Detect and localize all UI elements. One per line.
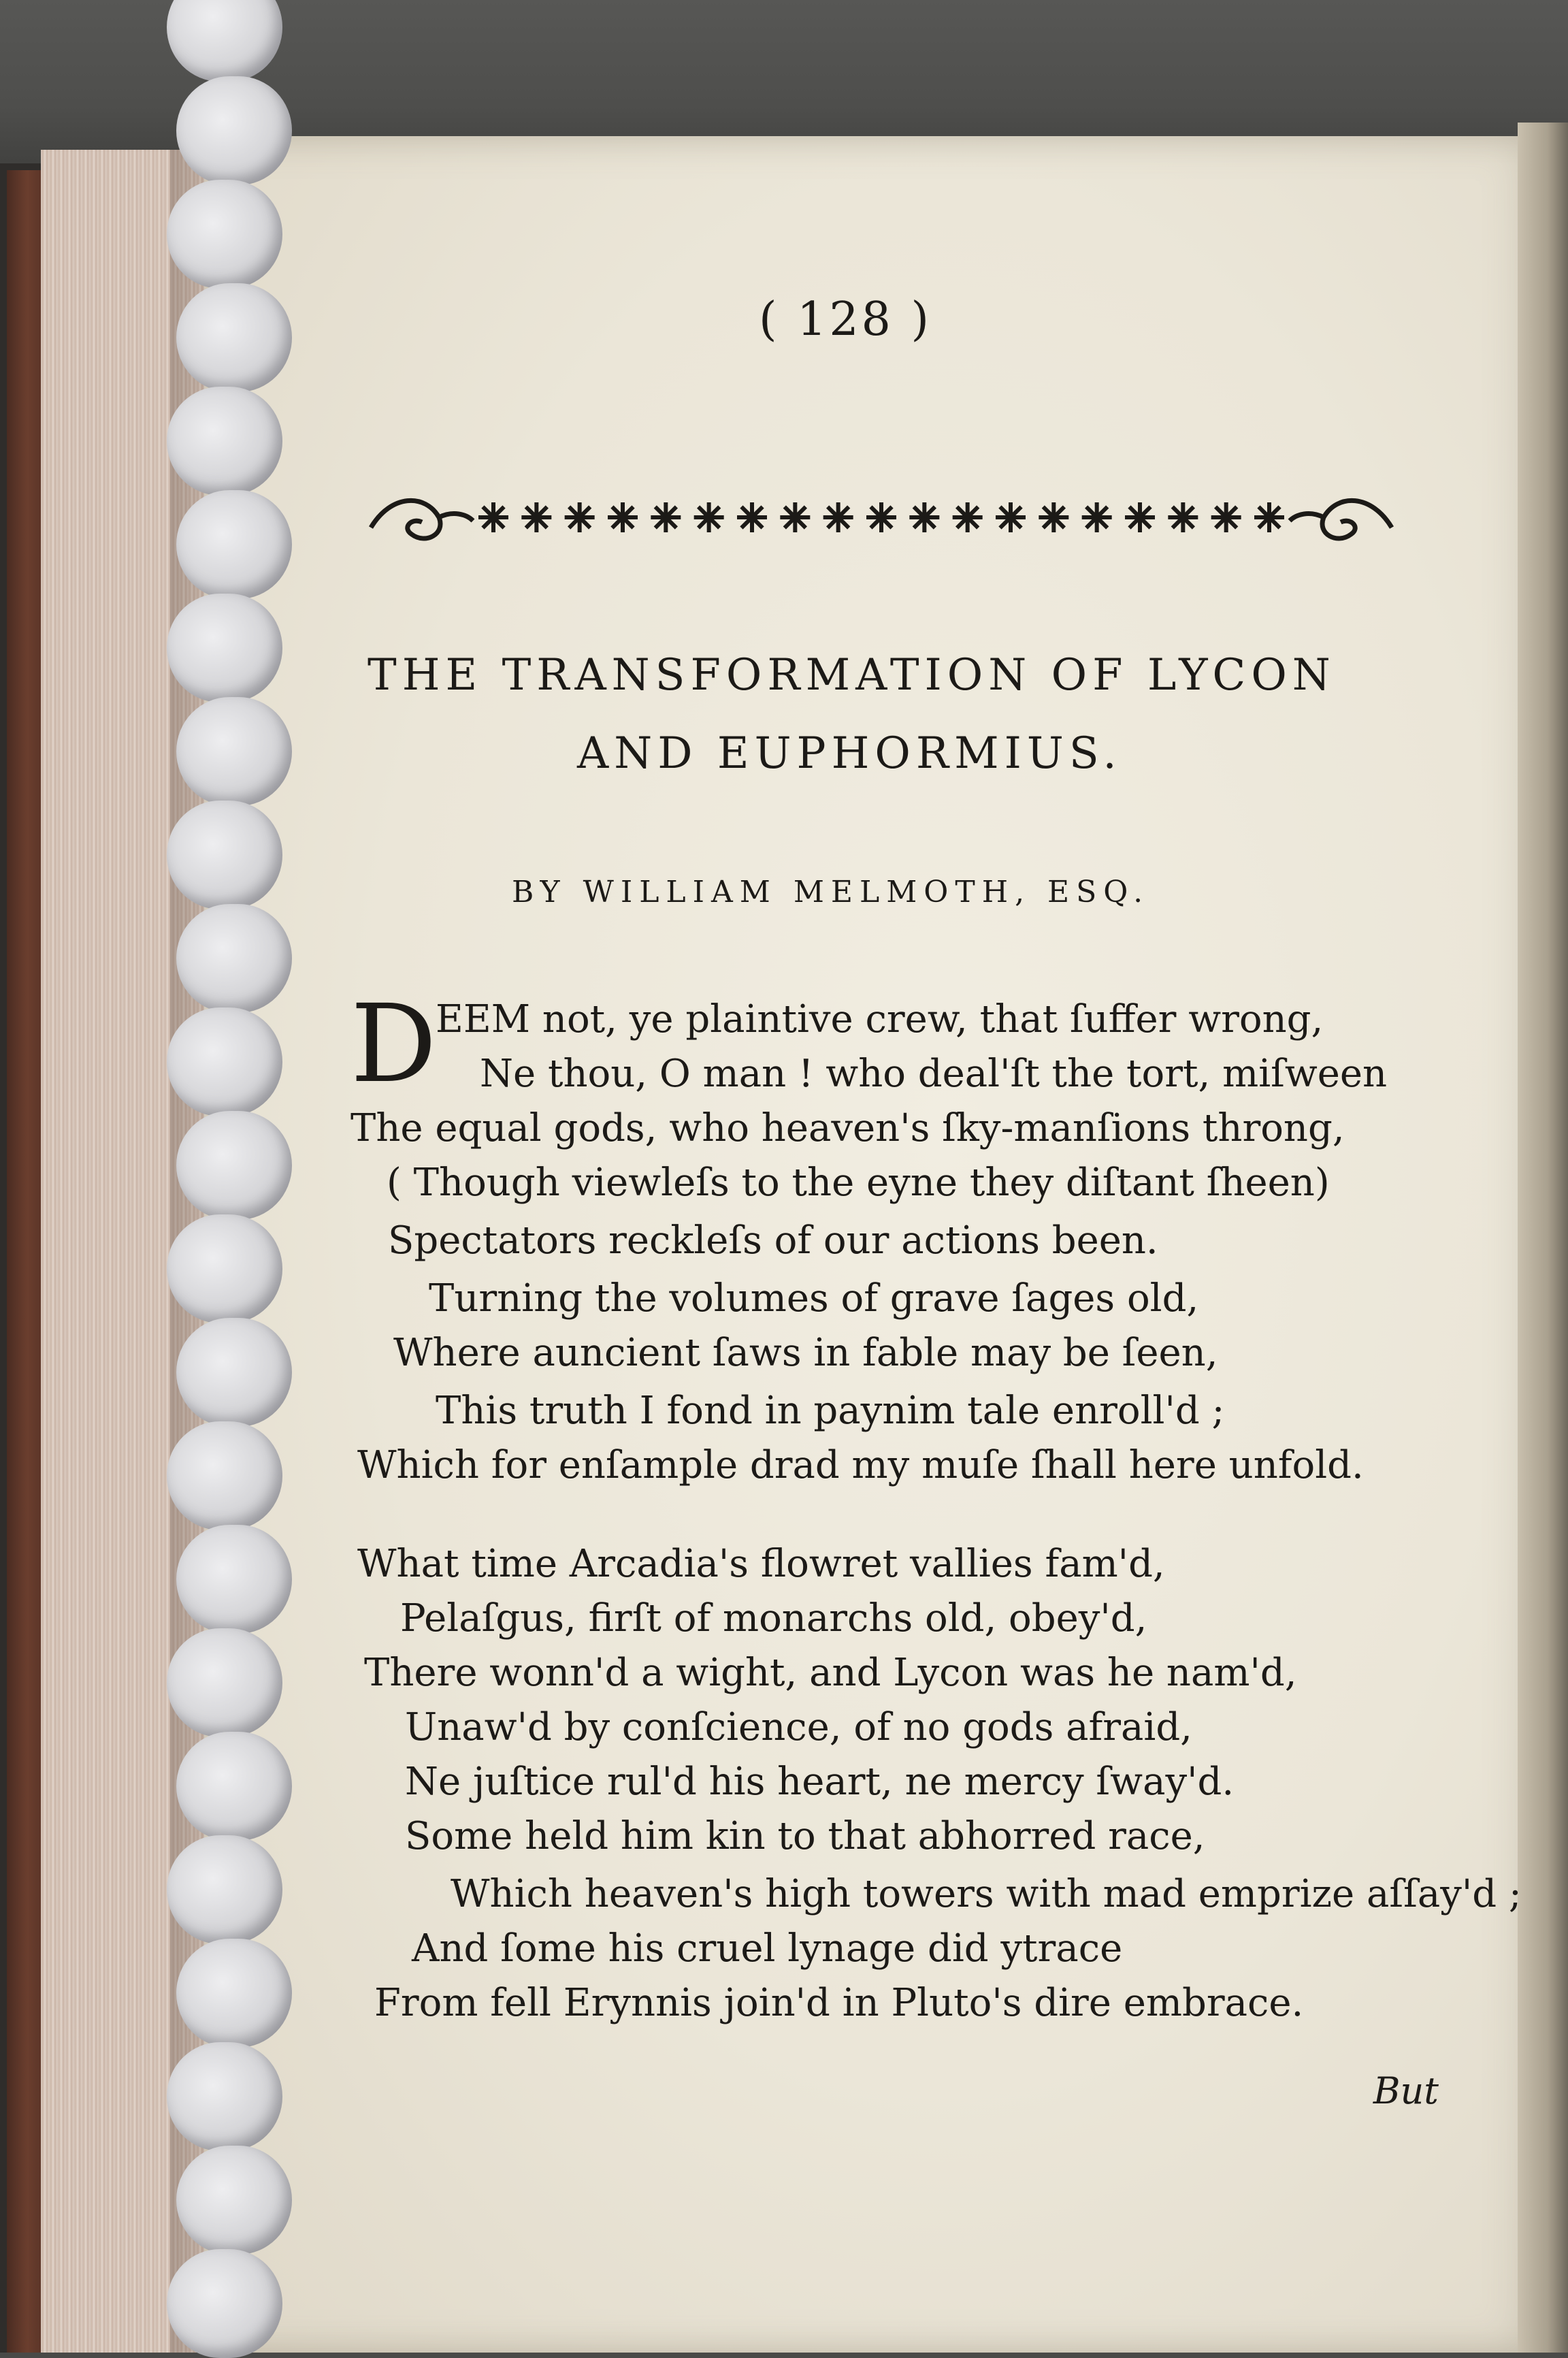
fleuron-star <box>521 502 551 532</box>
fleuron-star <box>1168 502 1198 532</box>
ornament-left-scroll <box>371 500 473 538</box>
fleuron-star <box>565 502 595 532</box>
fleuron-star <box>866 502 896 532</box>
fleuron-star <box>996 502 1026 532</box>
fleuron-star <box>651 502 681 532</box>
stanza-1-line-7: Where auncient ſaws in fable may be ſeen, <box>393 1331 1218 1375</box>
catchword: But <box>1373 2069 1439 2112</box>
poem-title-line-2: AND EUPHORMIUS. <box>577 728 1122 779</box>
stanza-2-line-5: Ne juſtice rul'd his heart, ne mercy ſway'd. <box>405 1760 1235 1804</box>
poem-title-line-1: THE TRANSFORMATION OF LYCON <box>368 650 1336 700</box>
fleuron-star <box>1254 502 1284 532</box>
stanza-2-line-2: Pelaſgus, firſt of monarchs old, obey'd, <box>400 1596 1147 1641</box>
drop-cap: D <box>350 982 437 1107</box>
fleuron-ornament <box>364 480 1399 555</box>
stanza-2-line-4: Unaw'd by conſcience, of no gods afraid, <box>405 1705 1192 1749</box>
author-byline: BY WILLIAM MELMOTH, ESQ. <box>512 875 1150 909</box>
stanza-2-line-8: And ſome his cruel lynage did ytrace <box>412 1926 1123 1971</box>
page-number: ( 128 ) <box>759 293 932 346</box>
fleuron-star <box>1211 502 1241 532</box>
stanza-1-line-3: The equal gods, who heaven's ſky-manſions throng, <box>350 1106 1345 1150</box>
fleuron-star <box>478 502 508 532</box>
fleuron-star <box>1125 502 1155 532</box>
stanza-2-line-1: What time Arcadia's flowret vallies fam'd, <box>357 1542 1165 1586</box>
stanza-1-line-9: Which for enſample drad my muſe ſhall here unfold. <box>357 1443 1364 1487</box>
stanza-2-line-7: Which heaven's high towers with mad emprize aſſay'd ; <box>451 1872 1522 1916</box>
stanza-2-line-6: Some held him kin to that abhorred race, <box>405 1814 1205 1858</box>
stanza-1-line-8: This truth I fond in paynim tale enroll'd ; <box>436 1389 1225 1433</box>
fleuron-star <box>780 502 810 532</box>
fleuron-star <box>1039 502 1068 532</box>
stanza-2-line-9: From fell Erynnis join'd in Pluto's dire embrace. <box>374 1981 1304 2025</box>
fleuron-star <box>737 502 767 532</box>
stanza-1-line-6: Turning the volumes of grave ſages old, <box>429 1276 1199 1321</box>
fleuron-star <box>909 502 939 532</box>
fleuron-star <box>694 502 724 532</box>
fleuron-star <box>608 502 638 532</box>
ornament-right-scroll <box>1290 500 1392 538</box>
stanza-1-line-2: Ne thou, O man ! who deal'ſt the tort, miſween <box>480 1052 1388 1096</box>
stanza-1-line-5: Spectators reckleſs of our actions been. <box>388 1218 1158 1263</box>
fleuron-star <box>953 502 983 532</box>
stanza-2-line-3: There wonn'd a wight, and Lycon was he nam'd, <box>364 1651 1297 1695</box>
stanza-1-line-4: ( Though viewleſs to the eyne they diſtant ſheen) <box>387 1161 1330 1205</box>
fleuron-star <box>823 502 853 532</box>
stanza-1-line-1: EEM not, ye plaintive crew, that ſuffer wrong, <box>436 997 1324 1041</box>
fleuron-star <box>1082 502 1112 532</box>
